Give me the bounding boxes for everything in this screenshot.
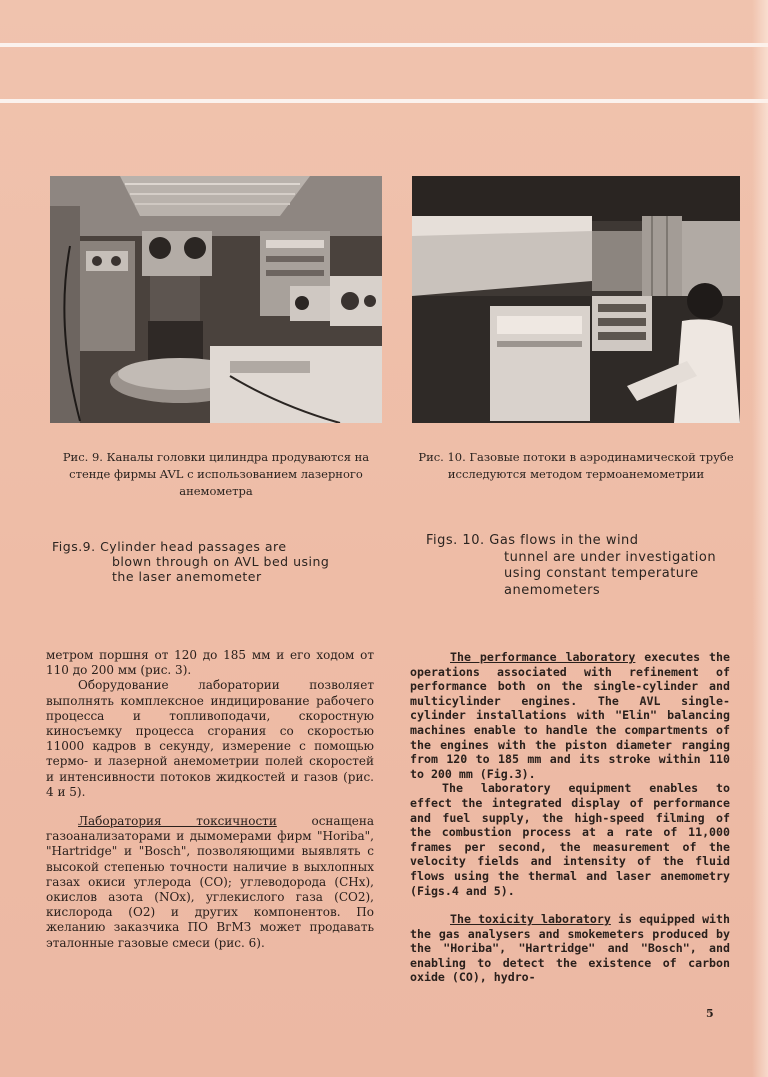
section-heading: Лаборатория токсичности	[78, 814, 277, 829]
caption-en-rest: blown through on AVL bed using the laser anemometer	[112, 554, 330, 584]
caption-en-rest: tunnel are under investigation using constant temperature anemometers	[504, 549, 717, 598]
paragraph-text: executes the operations associated with refinement of performance both on the single-cylinder and multicylinder engines. The AVL single-cylinder installations with "Elin" balancing machines enable to handle the compartments of the engines with the piston diameter ranging from 120 to 185 mm and its stroke within 110 to 200 mm (Fig.3).	[410, 650, 730, 781]
right-text-column	[410, 650, 730, 985]
page-edge	[752, 0, 768, 1077]
paragraph: Оборудование лаборатории позволяет выполнять комплексное индицирование рабочего процесса и топливоподачи, скоростную киносъемку процесса сгорания со скоростью 11000 кадров в секунду, измерение с помощью термо- и лазерной анемометрии полей скоростей и интенсивности потоков жидкостей и газов (рис. 4 и 5).	[46, 678, 374, 799]
paragraph: The laboratory equipment enables to effect the integrated display of performance and fuel supply, the high-speed filming of the combustion process at a rate of 11,000 frames per second, the measurement of the velocity fields and intensity of the fluid flows using the thermal and laser anemometry (Figs.4 and 5).	[410, 781, 730, 898]
second-rule	[0, 99, 768, 103]
section-heading: The toxicity laboratory	[450, 912, 611, 927]
paragraph: метром поршня от 120 до 185 мм и его ходом от 110 до 200 мм (рис. 3).	[46, 648, 374, 678]
figure-10-caption-ru: Рис. 10. Газовые потоки в аэродинамической трубе исследуются методом термоанемометрии	[418, 450, 734, 481]
figure-9-caption-en	[52, 539, 352, 584]
figure-10-caption-en	[426, 533, 726, 599]
paragraph	[410, 650, 730, 781]
top-rule	[0, 43, 768, 47]
paragraph-text: оснащена газоанализаторами и дымомерами фирм "Horiba", "Hartridge" и "Bosch", позволяющими выявлять с высокой степенью точности наличие в выхлопных газах окиси углерода (CO); углеводорода (CHx), окислов азота (NOx), углекислого газа (CO2), кислорода (O2) и других компонентов. По желанию заказчика ПО ВгМЗ может продавать эталонные газовые смеси (рис. 6).	[46, 814, 374, 950]
section-heading: The performance laboratory	[450, 650, 636, 664]
figure-10-photo	[412, 176, 740, 423]
caption-en-line1: Figs. 10. Gas flows in the wind	[426, 533, 639, 548]
paragraph	[410, 912, 730, 985]
paragraph-text: is equipped with the gas analysers and smokemeters produced by the "Horiba", "Hartridge" and "Bosch", and enabling to detect the existence of carbon oxide (CO), hydro-	[410, 912, 730, 985]
paragraph	[46, 814, 374, 951]
caption-en-line1: Figs.9. Cylinder head passages are	[52, 539, 287, 554]
left-text-column	[46, 648, 374, 951]
figure-9-photo	[50, 176, 382, 423]
page-number: 5	[706, 1007, 714, 1020]
figure-9-caption-ru: Рис. 9. Каналы головки цилиндра продуваются на стенде фирмы AVL с использованием лазерного анемометра	[62, 450, 370, 498]
